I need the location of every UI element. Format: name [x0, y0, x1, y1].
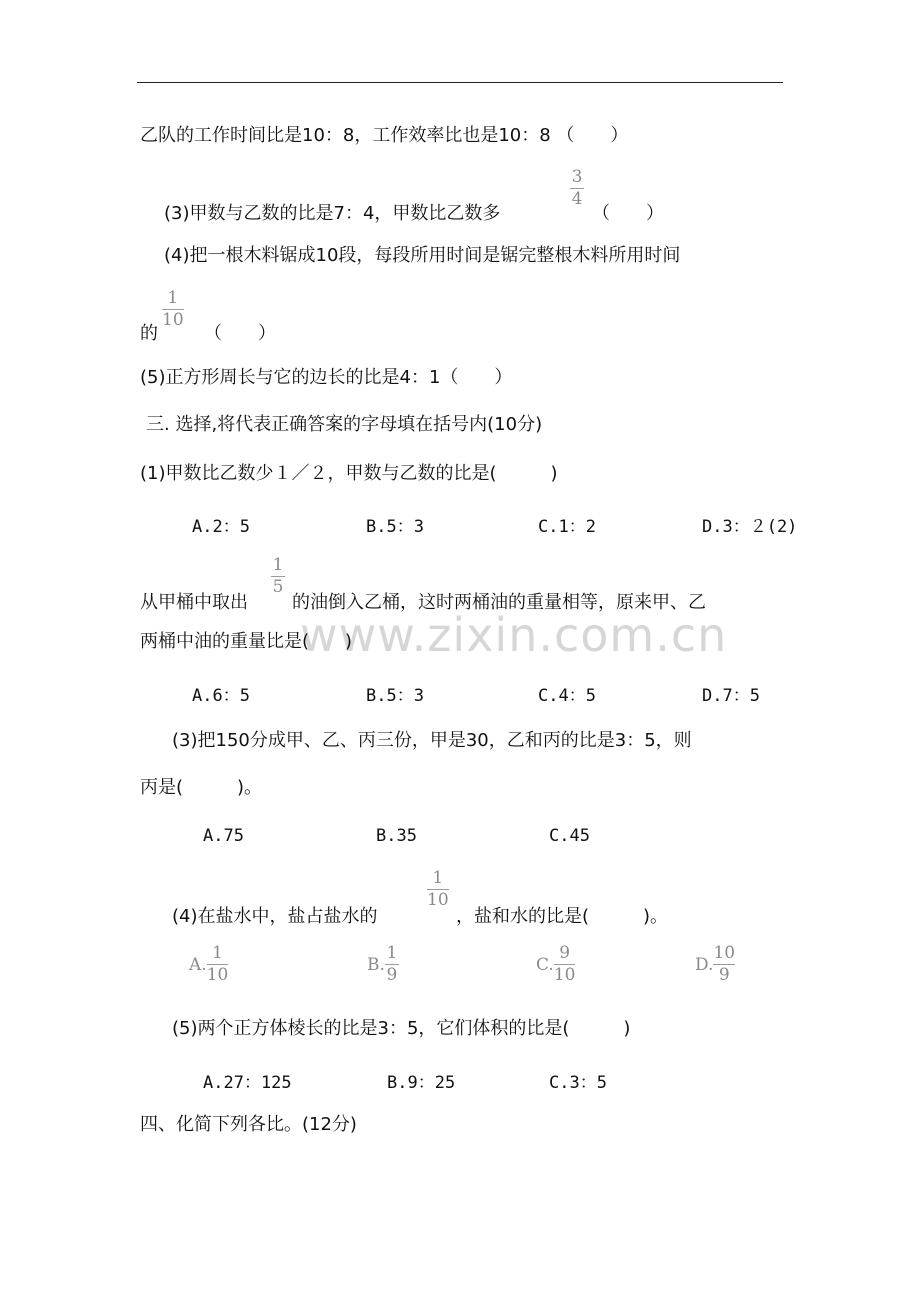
q4-answer-paren: （ ） [204, 323, 276, 344]
q5-text: (5)正方形周长与它的边长的比是4：1（ ） [140, 367, 513, 388]
p3-q4-fraction [427, 869, 449, 910]
p3-q4-option-c-num: 9 [559, 943, 571, 963]
p3-q4-option-c [536, 944, 575, 985]
p3-q5-text: (5)两个正方体棱长的比是3：5，它们体积的比是( ) [172, 1018, 631, 1039]
p3-q4-option-a [189, 944, 228, 985]
p3-q4-option-b-num: 1 [386, 943, 398, 963]
q4-fraction [162, 289, 184, 330]
p3-q4-fraction-num: 1 [432, 868, 444, 888]
header-rule [137, 82, 783, 83]
p3-q4-text-post: ，盐和水的比是( )。 [456, 906, 669, 927]
q4-pre: 的 [140, 323, 158, 344]
p3-q4-option-b-den: 9 [386, 965, 398, 985]
p3-q3-option-a: A.75 [203, 826, 244, 846]
p3-q4-option-a-fraction [207, 944, 229, 985]
p3-q2-option-b: B.5：3 [366, 686, 424, 706]
p3-q1-option-a: A.2：5 [192, 517, 250, 537]
p3-q4-option-d-fraction [713, 944, 735, 985]
q2-continuation: 乙队的工作时间比是10：8，工作效率比也是10：8 （ ） [140, 125, 629, 146]
q3-text: (3)甲数与乙数的比是7：4，甲数比乙数多 [164, 203, 501, 224]
p3-q3-line1: (3)把150分成甲、乙、丙三份，甲是30，乙和丙的比是3：5，则 [172, 730, 692, 751]
p3-q4-fraction-den: 10 [427, 890, 449, 910]
p3-q5-option-c: C.3：5 [549, 1073, 607, 1093]
p3-q4-option-a-den: 10 [206, 965, 229, 985]
p3-q4-option-a-letter: A. [189, 954, 207, 975]
p3-q2-fraction [271, 556, 285, 597]
p3-q2-text-post: 的油倒入乙桶，这时两桶油的重量相等，原来甲、乙 [292, 592, 706, 613]
p3-q2-text-pre: 从甲桶中取出 [140, 592, 248, 613]
p3-q1-text: (1)甲数比乙数少１／２，甲数与乙数的比是( ) [140, 463, 558, 484]
p3-q4-option-d-num: 10 [713, 943, 736, 963]
q3-fraction-den: 4 [571, 189, 583, 209]
p3-q2-option-d: D.7：5 [702, 686, 760, 706]
p3-q1-option-c: C.1：2 [538, 517, 596, 537]
p3-q4-option-a-num: 1 [212, 943, 223, 963]
p3-q4-text-pre: (4)在盐水中，盐占盐水的 [172, 906, 378, 927]
p3-q2-option-c: C.4：5 [538, 686, 596, 706]
q3-answer-paren: （ ） [592, 203, 664, 224]
watermark: www.zixin.com.cn [300, 608, 728, 662]
p3-q1-option-d: D.3：２(2) [702, 517, 798, 537]
p3-q2-fraction-num: 1 [272, 555, 284, 575]
p3-q4-option-c-den: 10 [553, 965, 576, 985]
p3-q4-option-d-den: 9 [718, 965, 730, 985]
q3-fraction-num: 3 [571, 167, 583, 187]
p3-q3-line2: 丙是( )。 [140, 777, 263, 798]
part3-heading: 三. 选择,将代表正确答案的字母填在括号内(10分) [146, 414, 543, 435]
q4-fraction-den: 10 [162, 310, 184, 330]
q3-fraction [570, 168, 584, 209]
p3-q4-option-b-fraction [385, 944, 399, 985]
p3-q4-option-d [695, 944, 735, 985]
p3-q5-option-a: A.27：125 [203, 1073, 292, 1093]
p3-q2-fraction-den: 5 [272, 577, 284, 597]
p3-q1-option-b: B.5：3 [366, 517, 424, 537]
part4-heading: 四、化简下列各比。(12分) [140, 1114, 357, 1135]
p3-q2-text-line2: 两桶中油的重量比是( ) [140, 631, 353, 652]
q4-fraction-num: 1 [167, 288, 179, 308]
p3-q3-option-b: B.35 [376, 826, 417, 846]
p3-q4-option-d-letter: D. [695, 954, 714, 975]
p3-q3-option-c: C.45 [549, 826, 590, 846]
p3-q5-option-b: B.9：25 [387, 1073, 456, 1093]
p3-q4-option-c-fraction [554, 944, 576, 985]
p3-q4-option-b-letter: B. [367, 954, 385, 975]
p3-q4-option-c-letter: C. [536, 954, 554, 975]
q4-line1: (4)把一根木料锯成10段，每段所用时间是锯完整根木料所用时间 [164, 245, 681, 266]
p3-q2-option-a: A.6：5 [192, 686, 250, 706]
p3-q4-option-b [367, 944, 399, 985]
